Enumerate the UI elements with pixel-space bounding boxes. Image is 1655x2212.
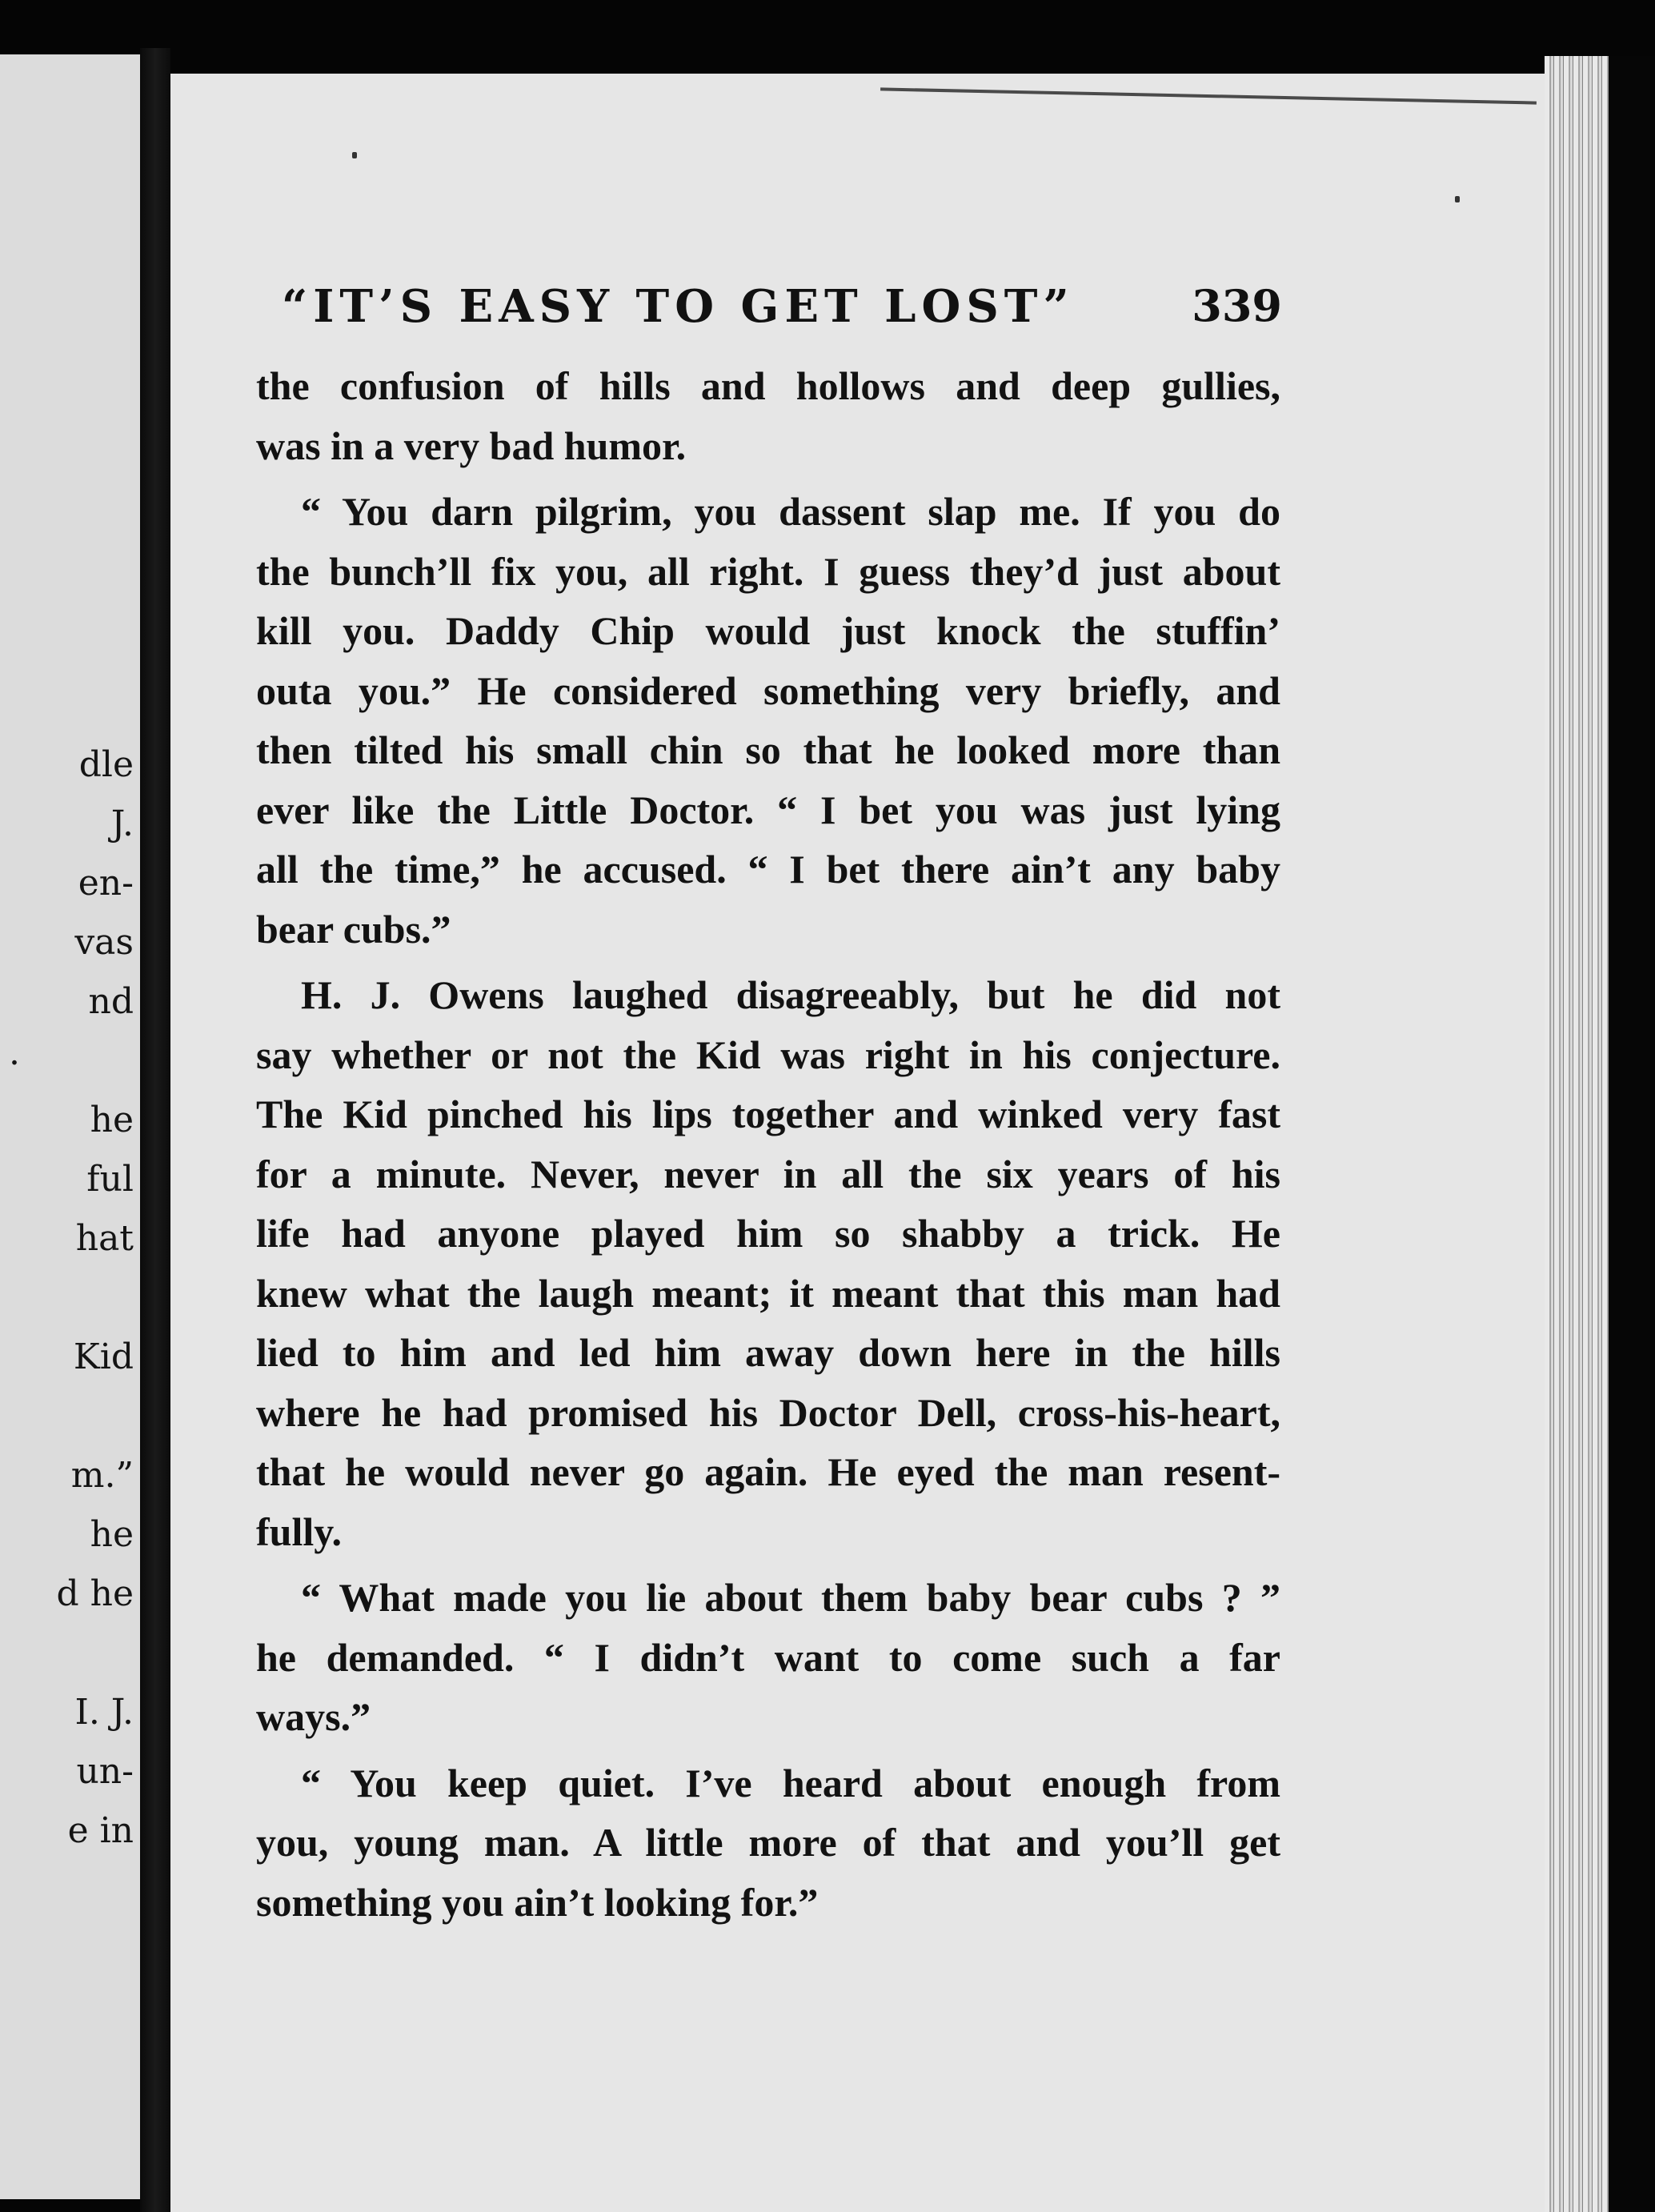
- text-line: all the time,” he accused. “ I bet there ain’t any baby: [256, 847, 1280, 892]
- text-line: “ You keep quiet. I’ve heard about enough from: [301, 1760, 1280, 1805]
- text-line: the bunch’ll fix you, all right. I guess they’d just about: [256, 548, 1280, 594]
- text-line: ever like the Little Doctor. “ I bet you was just lying: [256, 787, 1280, 832]
- stacked-page-edges: [1545, 56, 1609, 2212]
- left-fragment: vas: [74, 922, 134, 963]
- text-line: outa you.” He considered something very briefly, and: [256, 667, 1280, 713]
- text-line: life had anyone played him so shabby a trick. He: [256, 1211, 1280, 1256]
- text-line: for a minute. Never, never in all the six years of his: [256, 1151, 1280, 1196]
- left-fragment: hat: [75, 1218, 134, 1259]
- left-fragment: dle: [78, 744, 134, 785]
- text-line: kill you. Daddy Chip would just knock the stuffin’: [256, 608, 1280, 653]
- text-line: then tilted his small chin so that he looked more than: [256, 727, 1280, 772]
- text-line: fully.: [256, 1509, 342, 1554]
- running-header: [282, 280, 1282, 336]
- text-line: you, young man. A little more of that and you’ll get: [256, 1820, 1280, 1865]
- left-fragment: e in: [67, 1810, 134, 1851]
- previous-page-fragment: [0, 54, 140, 2199]
- left-fragment: m.”: [70, 1455, 134, 1496]
- text-line: that he would never go again. He eyed the man resent-: [256, 1449, 1280, 1494]
- text-line: something you ain’t looking for.”: [256, 1879, 819, 1925]
- text-line: he demanded. “ I didn’t want to come such a far: [256, 1634, 1280, 1680]
- left-fragment: ful: [86, 1159, 134, 1200]
- left-fragment: he: [90, 1514, 134, 1555]
- left-fragment: he: [90, 1100, 134, 1140]
- left-fragment: J.: [110, 803, 134, 844]
- text-line: say whether or not the Kid was right in his conjecture.: [256, 1032, 1280, 1077]
- book-gutter: [140, 48, 170, 2212]
- left-fragment: en-: [78, 863, 134, 904]
- text-line: knew what the laugh meant; it meant that this man had: [256, 1270, 1280, 1316]
- left-fragment: I. J.: [74, 1692, 134, 1733]
- text-line: H. J. Owens laughed disagreeably, but he did not: [301, 972, 1280, 1017]
- text-line: The Kid pinched his lips together and winked very fast: [256, 1092, 1280, 1136]
- text-line: lied to him and led him away down here in the hills: [256, 1330, 1280, 1375]
- text-line: “ What made you lie about them baby bear cubs ? ”: [301, 1575, 1280, 1620]
- text-line: where he had promised his Doctor Dell, cross-his-heart,: [256, 1389, 1280, 1435]
- text-line: the confusion of hills and hollows and deep gullies,: [256, 363, 1280, 408]
- running-title: “IT’S EASY TO GET LOST”: [282, 280, 1075, 333]
- text-line: bear cubs.”: [256, 906, 451, 952]
- left-fragment: d he: [56, 1573, 134, 1614]
- dust-speck: [1455, 196, 1460, 202]
- body-text: [256, 356, 1280, 1932]
- text-line: “ You darn pilgrim, you dassent slap me. If you do: [301, 489, 1280, 534]
- scan-border: [1609, 56, 1655, 2212]
- text-line: was in a very bad humor.: [256, 423, 687, 468]
- left-fragment: Kid: [73, 1336, 134, 1377]
- dust-speck: [352, 152, 357, 158]
- text-line: ways.”: [256, 1694, 371, 1739]
- left-fragment: nd: [88, 981, 134, 1022]
- left-fragment: .: [9, 1032, 20, 1073]
- page-number: 339: [1192, 280, 1282, 331]
- left-fragment: un-: [76, 1751, 134, 1792]
